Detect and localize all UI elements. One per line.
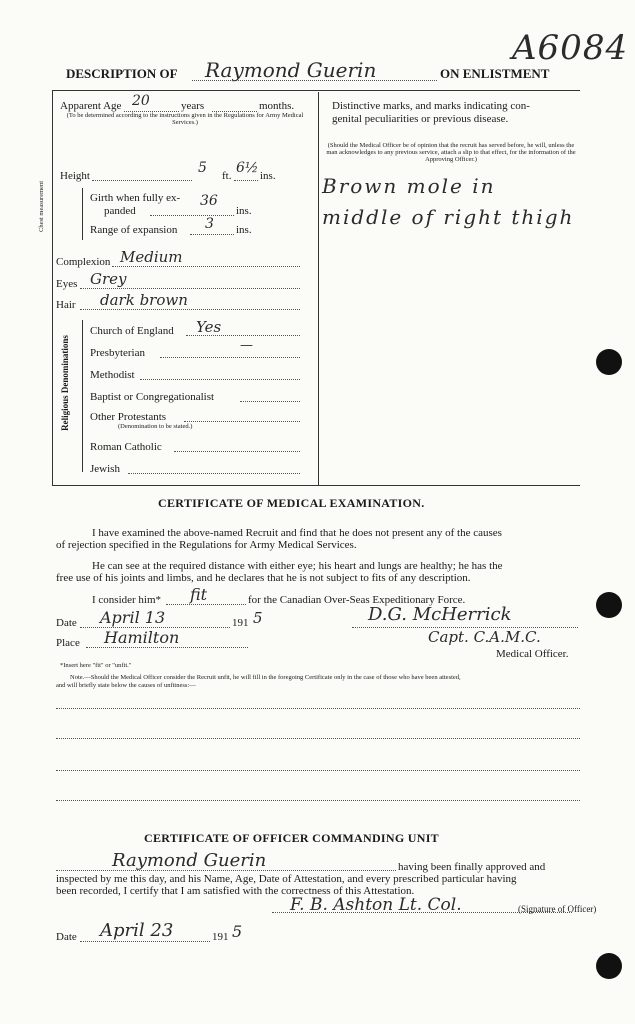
religion-mark-presbyterian: — [240, 338, 253, 353]
girth-value: 36 [200, 193, 218, 209]
eyes-label: Eyes [56, 278, 78, 290]
complexion-value: Medium [120, 248, 183, 266]
medical-para2-line2: free use of his joints and limbs, and he declares that he is not subject to fits of any description. [56, 572, 471, 584]
religion-line-2 [140, 379, 300, 380]
height-line-2 [234, 180, 258, 181]
religion-line-5 [174, 451, 300, 452]
chest-label: Chest measurement [38, 180, 45, 232]
center-rule [318, 92, 319, 485]
top-rule [52, 90, 580, 91]
section-bottom-rule [52, 485, 580, 486]
religion-line-6 [128, 473, 300, 474]
medical-year-suffix: 5 [253, 609, 263, 627]
header-title-left: DESCRIPTION OF [66, 66, 178, 81]
commanding-year-suffix: 5 [232, 922, 243, 941]
medical-para2-line1: He can see at the required distance with either eye; his heart and lungs are healthy; he has the [92, 560, 503, 572]
height-line-1 [92, 180, 192, 181]
complexion-line [112, 266, 300, 267]
religion-item-jewish: Jewish [90, 463, 120, 475]
religion-line-3 [240, 401, 300, 402]
denomination-note: (Denomination to be stated.) [118, 423, 193, 430]
commanding-date-label: Date [56, 931, 77, 943]
chest-bracket [82, 188, 83, 240]
consider-label: I consider him* [92, 594, 162, 606]
unfitness-line-2 [56, 738, 580, 739]
height-ft-value: 5 [198, 160, 207, 176]
commanding-certificate-title: CERTIFICATE OF OFFICER COMMANDING UNIT [144, 831, 439, 845]
girth-label-2: panded [104, 205, 136, 217]
height-label: Height [60, 170, 90, 182]
girth-label-1: Girth when fully ex- [90, 192, 181, 204]
religion-item-roman-catholic: Roman Catholic [90, 441, 162, 453]
medical-officer-signature: D.G. McHerrick [368, 604, 512, 625]
commanding-year-prefix: 191 [212, 931, 229, 943]
religion-group-label: Religious Denominations [60, 335, 70, 431]
commanding-name-line [56, 870, 396, 871]
religion-item-methodist: Methodist [90, 369, 135, 381]
religion-bracket [82, 320, 83, 472]
insert-note: *Insert here "fit" or "unfit." [60, 662, 132, 669]
punch-hole-middle [596, 592, 622, 618]
unfit-note-2: and will briefly state below the causes of unfitness:— [56, 682, 196, 689]
commanding-line1: having been finally approved and [398, 861, 546, 873]
commanding-line2: inspected by me this day, and his Name, Age, Date of Attestation, and every prescribed particular having [56, 873, 517, 885]
religion-line-0 [186, 335, 300, 336]
recruit-name: Raymond Guerin [205, 58, 377, 82]
commanding-signature-label: (Signature of Officer) [518, 904, 597, 914]
medical-officer-rank: Capt. C.A.M.C. [428, 628, 541, 646]
distinctive-heading-2: genital peculiarities or previous disease. [332, 113, 509, 125]
religion-item-other-protestants: Other Protestants [90, 411, 167, 423]
eyes-line [80, 288, 300, 289]
unfitness-line-3 [56, 770, 580, 771]
months-label: months. [259, 100, 295, 112]
medical-year-prefix: 191 [232, 617, 249, 629]
height-ins-value: 6½ [236, 160, 259, 176]
medical-officer-label: Medical Officer. [496, 648, 569, 660]
medical-para1-line1: I have examined the above-named Recruit and find that he does not present any of the causes [92, 527, 502, 539]
medical-date-label: Date [56, 617, 77, 629]
commanding-line3: been recorded, I certify that I am satisfied with the correctness of this Attestation. [56, 885, 415, 897]
medical-date-value: April 13 [100, 608, 166, 627]
left-rule [52, 90, 53, 485]
religion-line-1 [160, 357, 300, 358]
header-title-right: ON ENLISTMENT [440, 66, 550, 81]
religion-item-church-of-england: Church of England [90, 325, 174, 337]
form-number: A6084 [512, 28, 629, 68]
hair-value: dark brown [100, 291, 188, 309]
medical-para1-line2: of rejection specified in the Regulations for Army Medical Services. [56, 539, 357, 551]
distinctive-value-line-2: middle of right thigh [322, 205, 575, 229]
religion-mark-church-of-england: Yes [196, 318, 222, 336]
expansion-label: Range of expansion [90, 224, 178, 236]
religion-line-4 [184, 421, 300, 422]
ft-label: ft. [222, 170, 232, 182]
medical-certificate-title: CERTIFICATE OF MEDICAL EXAMINATION. [158, 496, 425, 510]
apparent-age-value: 20 [132, 93, 150, 109]
name-line [192, 80, 437, 81]
consider-line [166, 604, 246, 605]
expansion-line [190, 234, 234, 235]
consider-value: fit [190, 585, 208, 604]
ins-label-expansion: ins. [236, 224, 252, 236]
age-note: (To be determined according to the instructions given in the Regulations for Army Medical Services.) [66, 112, 304, 126]
apparent-age-label: Apparent Age [60, 100, 122, 112]
commanding-date-value: April 23 [100, 920, 174, 941]
punch-hole-bottom [596, 953, 622, 979]
unfit-note-1: Note.—Should the Medical Officer consider the Recruit unfit, he will fill in the foregoing Certificate only in the case of those who have been attested, [70, 674, 461, 681]
place-value: Hamilton [104, 628, 180, 647]
girth-line [150, 215, 234, 216]
complexion-label: Complexion [56, 256, 111, 268]
place-label: Place [56, 637, 80, 649]
religion-item-presbyterian: Presbyterian [90, 347, 145, 359]
force-text: for the Canadian Over-Seas Expeditionary Force. [248, 594, 466, 606]
eyes-value: Grey [90, 270, 127, 288]
hair-line [80, 309, 300, 310]
expansion-value: 3 [205, 216, 214, 232]
punch-hole-top [596, 349, 622, 375]
religion-item-baptist: Baptist or Congregationalist [90, 391, 215, 403]
ins-label-height: ins. [260, 170, 276, 182]
commanding-date-line [80, 941, 210, 942]
commanding-name-value: Raymond Guerin [112, 850, 267, 871]
distinctive-heading-1: Distinctive marks, and marks indicating con- [332, 100, 530, 112]
unfitness-line-1 [56, 708, 580, 709]
distinctive-value-line-1: Brown mole in [322, 174, 496, 198]
years-label: years [181, 100, 205, 112]
ins-label-girth: ins. [236, 205, 252, 217]
commanding-signature-value: F. B. Ashton Lt. Col. [290, 895, 462, 915]
distinctive-note: (Should the Medical Officer be of opinion that the recruit has served before, he will, unless the man acknowledges to any previous service, attach a slip to that effect, for the information of the Approving Officer.) [326, 142, 576, 163]
unfitness-line-4 [56, 800, 580, 801]
hair-label: Hair [56, 299, 76, 311]
place-line [86, 647, 248, 648]
